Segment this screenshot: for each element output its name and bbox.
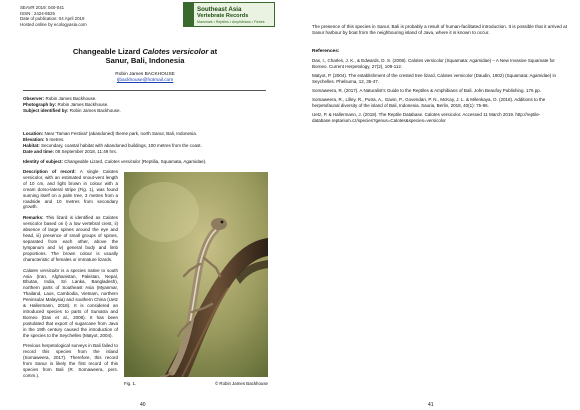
location-value: Near 'Taman Festival' (abandoned) theme park, north Sanur, Bali, Indonesia.	[43, 131, 198, 136]
journal-header	[20, 5, 87, 27]
reference-item: Matyot, P. (2004). The establishment of the crested tree lizard, Calotes versicolor (Daudin, 1802) (Squamata: Agamidae) in Seychelles. Phelsuma, 12, 35-47.	[312, 73, 556, 84]
remarks-paragraph	[23, 215, 118, 262]
page-number-right: 41	[428, 402, 434, 408]
right-page	[292, 0, 580, 410]
habitat-value: Secondary, coastal habitat with abandoned buildings, 100 metres from the coast.	[39, 143, 202, 148]
observer-block	[23, 96, 268, 114]
datetime-value: 08 September 2018, 11:49 hrs.	[54, 149, 117, 154]
native-range-text: is a species native to south Asia (Iran, Afghanistan, Pakistan, Nepal, Bhutan, India, Sri Lanka, Bangladesh), northern parts of Southeast Asia (Myanmar, Thailand, Laos, Cambodia, Vietnam, northern Peninsular Malaysia) and southern China (Uetz & Hallermann, 2018). It is considered an introduced species to parts of Sumatra and Borneo (Das et al., 2008). It has been postulated that export of sugarcane from Java in the 19th century caused the introduction of the species to the Seychelles (Matyot, 2004).	[23, 267, 118, 338]
title-line-2: Sanur, Bali, Indonesia	[105, 56, 185, 65]
article-title	[0, 47, 290, 65]
details-block	[23, 131, 268, 155]
description-label: Description of record:	[23, 169, 76, 174]
habitat-label: Habitat:	[23, 143, 40, 148]
logo-line-1: Southeast Asia	[197, 6, 242, 13]
serial-number: SEAVR 2019: 040-041	[20, 5, 65, 10]
logo-line-3: Mammals • Reptiles • Amphibians • Fishes	[197, 20, 265, 24]
divider	[23, 90, 266, 91]
identity-of-subject	[23, 159, 268, 164]
references-list	[312, 58, 570, 127]
remarks-text: This lizard is identified as Calotes versicolor based on i) a low vertebral crest, ii) absence of large spines around the eye and head, iii) presence of small groups of spines, separated from each other, above the tympanum and iv) general body and limb proportions. The brown colour is usually characteristic of females or immature lizards.	[23, 215, 118, 262]
title-post: at	[208, 47, 218, 56]
location-label: Location:	[23, 131, 44, 136]
closing-paragraph: The presence of this species in Sanur, Bali is probably a result of human-facilitated introduction. It is possible that it arrived at Sanur harbour by boat from the neighbouring island of Java, where it is known to occur.	[312, 24, 567, 36]
datetime-label: Date and time:	[23, 149, 55, 154]
publication-date: Date of publication: 04 April 2019	[20, 16, 85, 22]
author-name: Robin James BACKHOUSE	[115, 72, 175, 77]
description-paragraph	[23, 169, 118, 210]
lizard-photo-illustration	[124, 172, 268, 377]
identity-taxonomy: (Reptilia, Squamata, Agamidae).	[140, 159, 207, 164]
observer-value: Robin James Backhouse.	[44, 96, 97, 101]
photographer-value: Robin James Backhouse.	[56, 102, 109, 107]
observer-label: Observer:	[23, 96, 45, 101]
reference-item: Somaweera, R., Lilley, R., Putra, A., Gavin, P., Govendan, P. N., McKay, J. L. & Milenkaya, O. (2018). Additions to the herpetofaunal diversity of the island of Bali, Indonesia. Sauria, Berlin, 2018, 40(1): 75-86.	[312, 97, 546, 108]
identity-scientific-name: Calotes versicolor	[104, 159, 141, 164]
identity-label: Identity of subject:	[23, 159, 64, 164]
author-email-link[interactable]: rjbackhouse@hotmail.com	[116, 78, 174, 83]
native-range-scientific-name: Calotes versicolor	[23, 267, 60, 273]
elevation-label: Elevation:	[23, 137, 45, 142]
issn: ISSN : 2424-8525	[20, 10, 55, 16]
remarks-label: Remarks:	[23, 215, 44, 221]
reference-item: Das, I., Charles, J. K., & Edwards, D. S. (2008). Calotes versicolor (Squamata: Agamidae) – A New Invasive Squamate for Borneo. Current Herpetology, 27(2), 109-112.	[312, 58, 555, 69]
photographer-label: Photograph by:	[23, 102, 57, 107]
previous-surveys-paragraph: Previous herpetological surveys in Bali failed to record this species from the island (Somaweera, 2017). Therefore, this record from Sanur is likely the first record of this species from Bali (R. Somaweera, pers. comm.).	[23, 343, 118, 378]
elevation-value: 5 metres.	[44, 137, 65, 142]
body-column	[23, 169, 118, 384]
figure-number: Fig. 1.	[124, 381, 137, 386]
title-pre: Changeable Lizard	[72, 47, 143, 56]
logo-line-2: Vertebrate Records	[197, 13, 249, 19]
description-text: A single Calotes versicolor, with an estimated snout-vent length of 10 cm, and light brown in colour with a cream dorso-lateral stripe (Fig. 1), was found sunning itself on a palm tree, 3 metres from a roadside and 10 metres from secondary growth.	[23, 169, 118, 210]
page-number-left: 40	[140, 402, 146, 408]
title-scientific-name: Calotes versicolor	[142, 47, 209, 56]
lizard-photo	[124, 172, 268, 377]
identity-common-name: Changeable Lizard,	[63, 159, 105, 164]
journal-logo	[183, 2, 275, 27]
figure-credit: © Robin James Backhouse	[214, 381, 268, 386]
reference-item: Somaweera, R. (2017). A Naturalist's Guide to the Reptiles & Amphibians of Bali. John Beaufoy Publishing. 176 pp.	[312, 88, 541, 93]
hosted-online: Hosted online by ecologyasia.com	[20, 21, 87, 27]
native-range-paragraph	[23, 268, 118, 339]
references-heading: References:	[312, 49, 340, 54]
logo-bar	[184, 3, 194, 26]
identifier-value: Robin James Backhouse.	[68, 108, 121, 113]
reference-item: Uetz, P. & Hallermann, J. (2018). The Reptile Database. Calotes versicolor. Accessed 11 March 2019. http://reptile-database.reptarium.cz/species?genus=Calotes&species=versicolor	[312, 112, 541, 123]
identifier-label: Subject identified by:	[23, 108, 69, 113]
